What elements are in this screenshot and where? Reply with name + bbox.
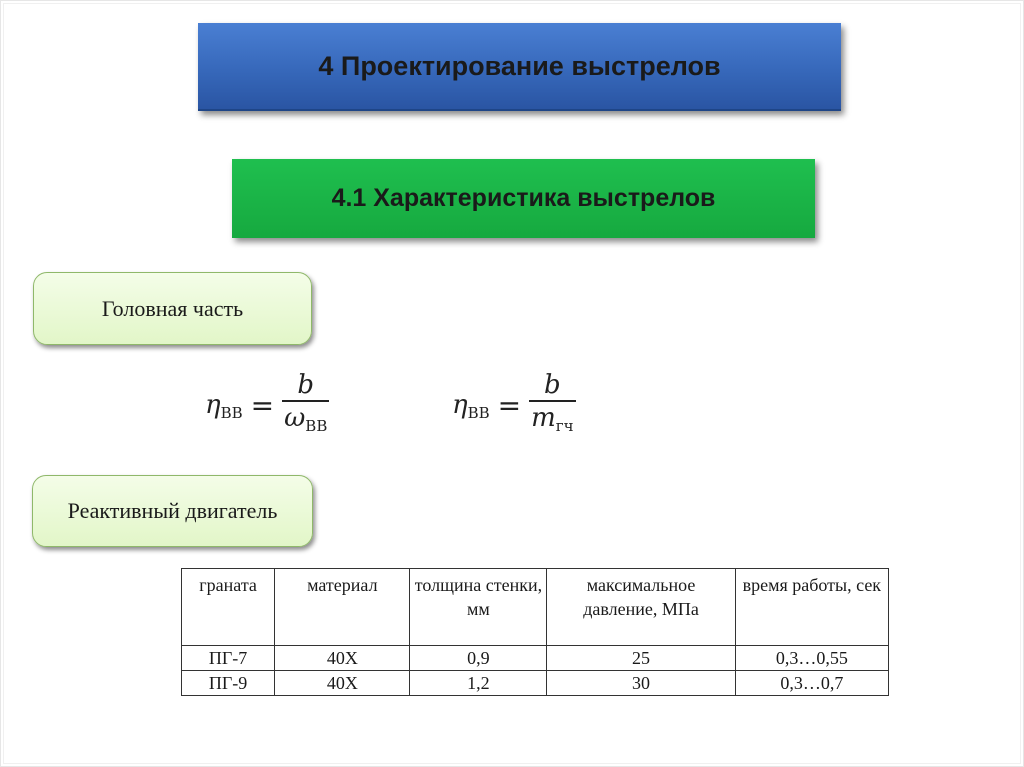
table-cell: 0,9: [410, 646, 547, 671]
formula-lhs: $\eta_{ВВ}$: [205, 389, 243, 422]
rocket-engine-label: [32, 475, 313, 547]
table-header-row: [182, 569, 889, 646]
formula-explosive-efficiency-volume: [205, 370, 329, 442]
formula-numerator: b: [543, 370, 561, 400]
head-part-label: [33, 272, 312, 345]
table-cell: 40Х: [275, 671, 410, 696]
formula-explosive-efficiency-mass: [452, 370, 576, 442]
formula-equals: =: [497, 389, 522, 423]
table-cell: ПГ-9: [182, 671, 275, 696]
section-title-banner: [232, 159, 815, 238]
formula-numerator: b: [297, 370, 315, 400]
rocket-engine-text: Реактивный двигатель: [67, 498, 278, 523]
formula-fraction: [529, 370, 575, 442]
section-title: 4.1 Характеристика выстрелов: [331, 184, 716, 212]
formula-fraction: [282, 370, 329, 442]
grenade-table: [181, 568, 889, 696]
column-header: граната: [182, 569, 275, 646]
formula-denominator: $m_{гч}$: [531, 402, 574, 435]
table-cell: 25: [547, 646, 735, 671]
table-cell: 0,3…0,7: [735, 671, 888, 696]
table-cell: 1,2: [410, 671, 547, 696]
column-header: время работы, сек: [735, 569, 888, 646]
formula-denominator: $\omega_{ВВ}$: [284, 402, 328, 435]
slide-title-banner: [198, 23, 841, 111]
table-row: [182, 646, 889, 671]
table-cell: ПГ-7: [182, 646, 275, 671]
formula-equals: =: [250, 389, 275, 423]
table-row: [182, 671, 889, 696]
head-part-text: Головная часть: [101, 295, 244, 321]
table-cell: 0,3…0,55: [735, 646, 888, 671]
column-header: толщина стенки, мм: [410, 569, 547, 646]
table-cell: 40Х: [275, 646, 410, 671]
formula-lhs: $\eta_{ВВ}$: [452, 389, 490, 422]
column-header: максимальное давление, МПа: [547, 569, 735, 646]
table-cell: 30: [547, 671, 735, 696]
slide-title: 4 Проектирование выстрелов: [318, 50, 721, 81]
column-header: материал: [275, 569, 410, 646]
